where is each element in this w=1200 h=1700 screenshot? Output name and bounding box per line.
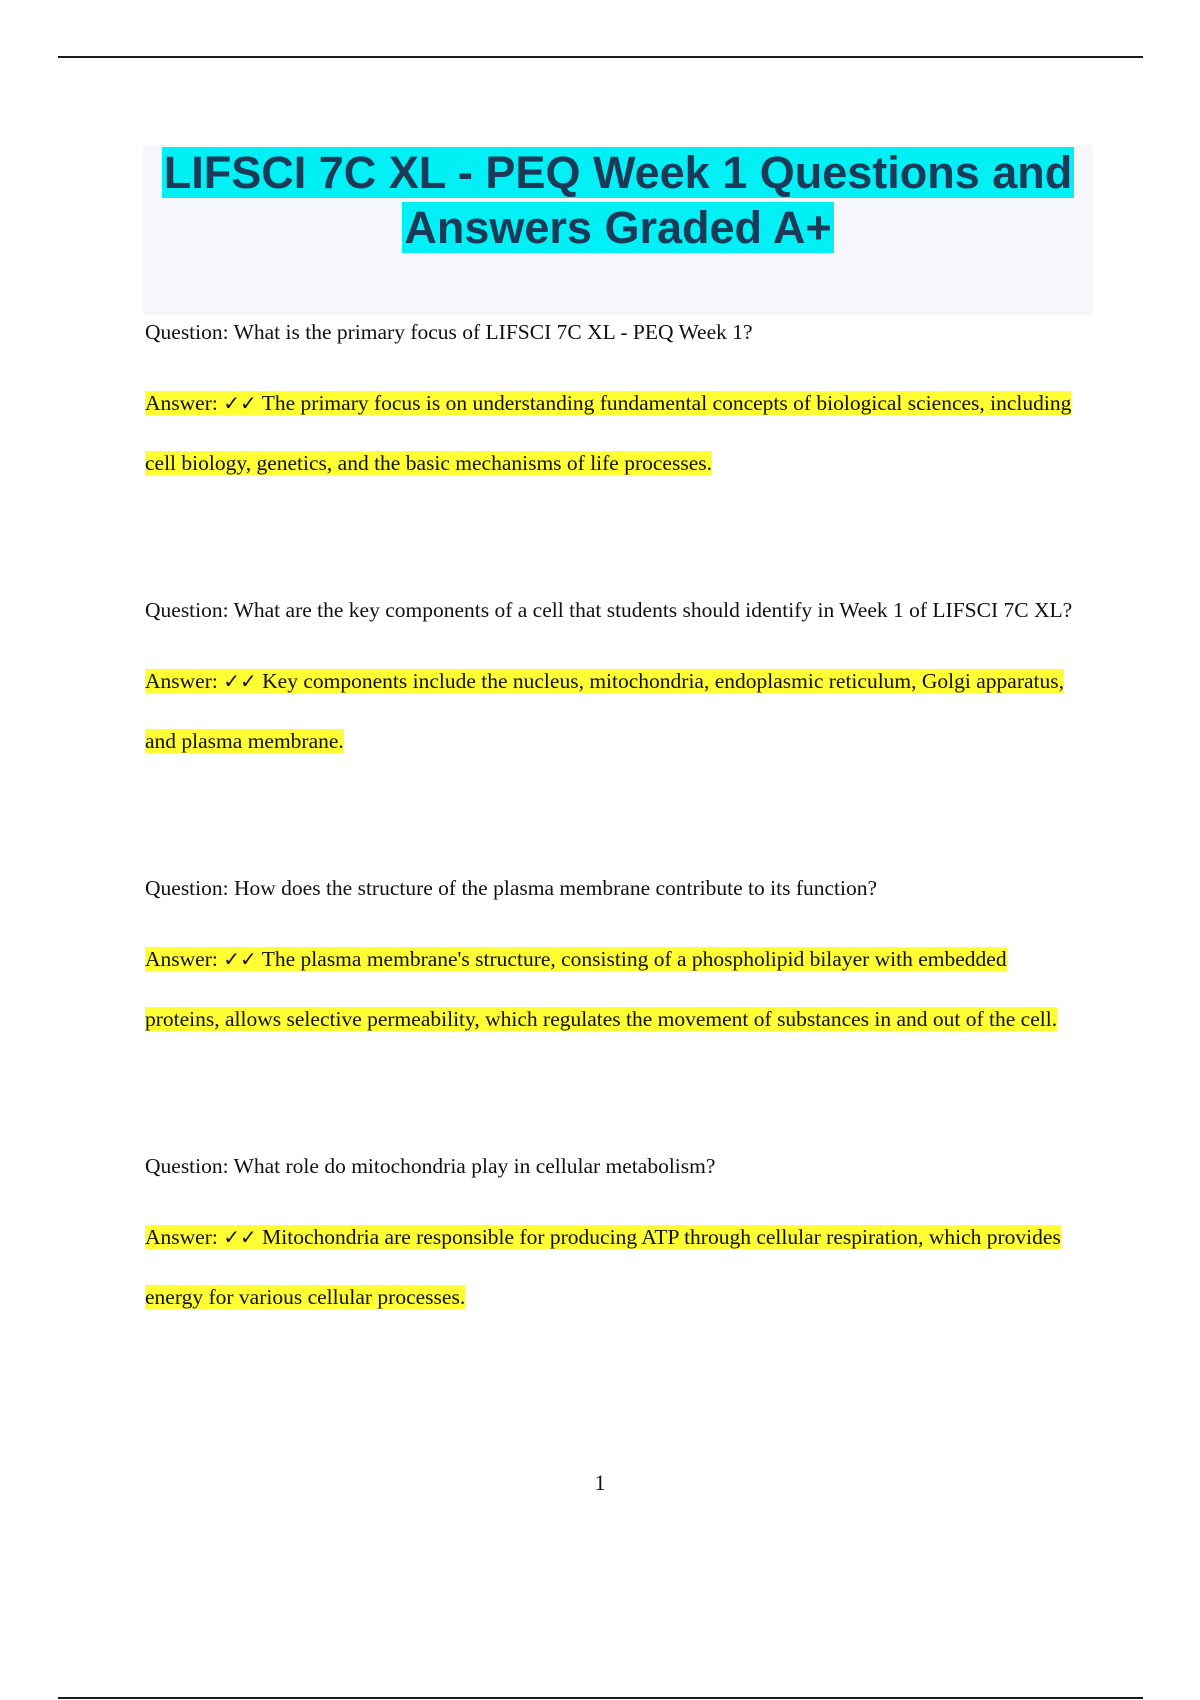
answer-body: Mitochondria are responsible for producing ATP through cellular respiration, which provides energy for various cellular processes. <box>145 1225 1061 1309</box>
answer-prefix: Answer: <box>145 947 218 971</box>
answer-body: The primary focus is on understanding fundamental concepts of biological sciences, including cell biology, genetics, and the basic mechanisms of life processes. <box>145 391 1072 475</box>
bottom-rule <box>58 1697 1143 1699</box>
qa-list <box>145 305 1085 1327</box>
question-text: Question: How does the structure of the plasma membrane contribute to its function? <box>145 876 878 900</box>
answer-prefix: Answer: <box>145 669 218 693</box>
double-check-icon: ✓✓ <box>223 669 257 693</box>
qa-item <box>145 1139 1085 1327</box>
answer-text <box>145 651 1085 771</box>
answer-text <box>145 1207 1085 1327</box>
page-number: 1 <box>594 1470 606 1495</box>
double-check-icon: ✓✓ <box>223 391 257 415</box>
document-title <box>143 145 1093 255</box>
answer-body: The plasma membrane's structure, consisting of a phospholipid bilayer with embedded proteins, allows selective permeability, which regulates the movement of substances in and out of the cell. <box>145 947 1058 1031</box>
answer-text <box>145 929 1085 1049</box>
double-check-icon: ✓✓ <box>223 947 257 971</box>
double-check-icon: ✓✓ <box>223 1225 257 1249</box>
answer-prefix: Answer: <box>145 1225 218 1249</box>
top-rule <box>58 56 1143 58</box>
question-text: Question: What are the key components of a cell that students should identify in Week 1 of LIFSCI 7C XL? <box>145 598 1073 622</box>
question-text: Question: What is the primary focus of LIFSCI 7C XL - PEQ Week 1? <box>145 320 753 344</box>
document-title-text: LIFSCI 7C XL - PEQ Week 1 Questions and Answers Graded A+ <box>163 147 1073 253</box>
qa-item <box>145 861 1085 1049</box>
question-text: Question: What role do mitochondria play in cellular metabolism? <box>145 1154 716 1178</box>
answer-prefix: Answer: <box>145 391 218 415</box>
qa-item <box>145 305 1085 493</box>
answer-text <box>145 373 1085 493</box>
qa-item <box>145 583 1085 771</box>
answer-body: Key components include the nucleus, mitochondria, endoplasmic reticulum, Golgi apparatus, and plasma membrane. <box>145 669 1064 753</box>
